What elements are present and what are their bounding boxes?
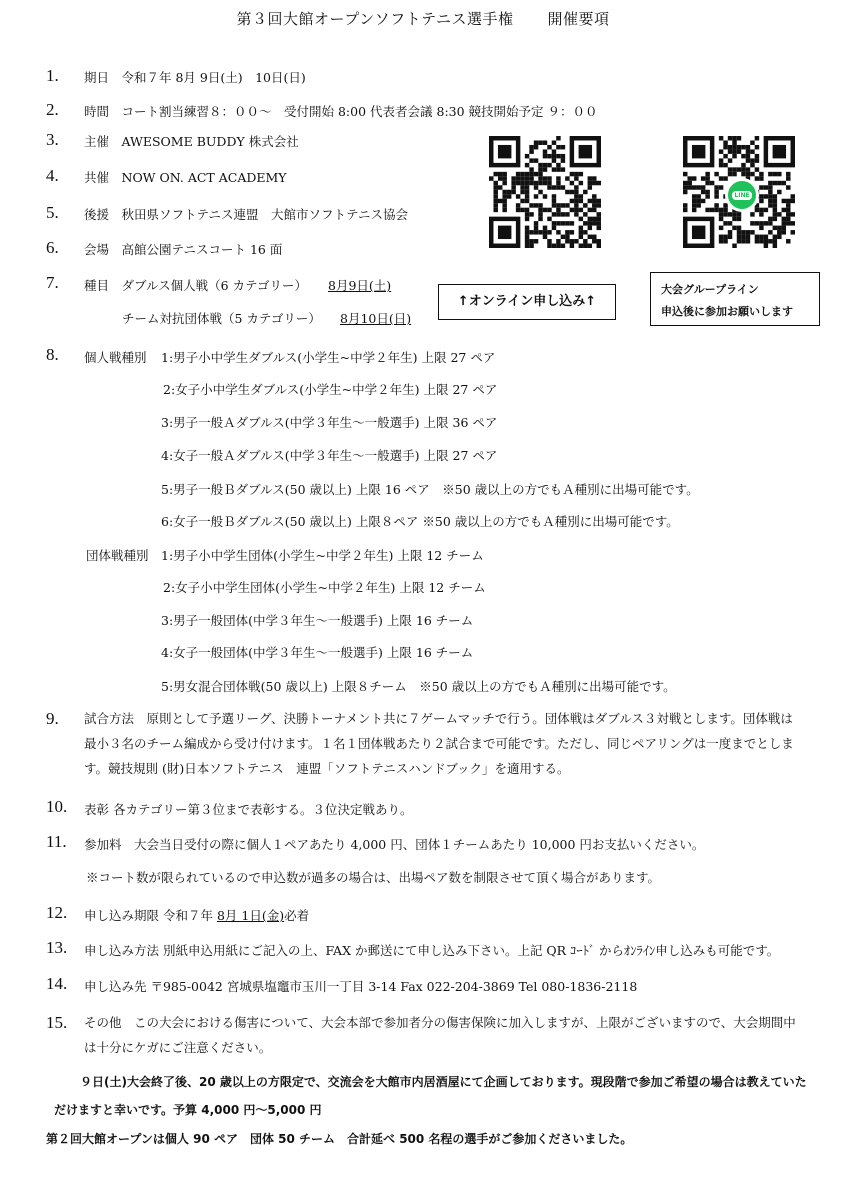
item-events-date: 8月9日(土) [328,278,392,293]
application-method-text: 申し込み方法 別紙申込用紙にご記入の上、FAX か郵送にて申し込み下さい。上記 QR ｺｰﾄﾞ からｵﾝﾗｲﾝ申し込みも可能です。 [84,943,780,958]
item-number: 13. [46,938,68,957]
team-category: 1:男子小中学生団体(小学生~中学２年生) 上限 12 チーム [161,548,484,563]
item-number: 12. [46,903,68,922]
online-entry-label: ↑オンライン申し込み↑ [438,284,616,320]
item-number: 15. [46,1013,68,1032]
item-date-text: 期日 令和７年 8月 9日(土) 10日(日) [84,70,306,85]
item-events-text: 種目 ダブルス個人戦（6 カテゴリー） [84,278,308,293]
item-number: 11. [46,832,67,851]
item-number: 10. [46,797,68,816]
previous-tournament-notice: 第２回大館オープンは個人 90 ペア 団体 50 チーム 合計延べ 500 名程の選手がご参加くださいました。 [46,1132,633,1146]
individual-category: 2:女子小中学生ダブルス(小学生~中学２年生) 上限 27 ペア [163,382,498,397]
item-number: 1. [46,66,59,85]
item-time-text: 時間 コート割当練習８：００〜 受付開始 8:00 代表者会議 8:30 競技開始予定 ９：００ [84,104,598,119]
line-group-label: 大会グループライン 申込後に参加お願いします [650,272,820,326]
item-number: 3. [46,130,59,149]
entry-fee-text: 参加料 大会当日受付の際に個人１ペアあたり 4,000 円、団体１チームあたり 10,000 円お支払いください。 [84,837,705,852]
online-entry-qr-icon[interactable] [489,136,601,248]
team-category: 4:女子一般団体(中学３年生〜一般選手) 上限 16 チーム [161,645,474,660]
awards-text: 表彰 各カテゴリー第３位まで表彰する。３位決定戦あり。 [84,802,413,817]
individual-category: 3:男子一般Ａダブルス(中学３年生〜一般選手) 上限 36 ペア [161,415,498,430]
line-group-qr-icon[interactable] [683,136,795,248]
item-number: 7. [46,273,59,292]
item-number: 9. [46,709,59,728]
individual-category: 6:女子一般Ｂダブルス(50 歳以上) 上限８ペア ※50 歳以上の方でもＡ種別に出場可能です。 [161,514,679,529]
item-organizer-text: 主催 AWESOME BUDDY 株式会社 [84,134,299,149]
individual-category: 1:男子小中学生ダブルス(小学生~中学２年生) 上限 27 ペア [161,350,496,365]
item-number: 8. [46,345,59,364]
individual-category: 5:男子一般Ｂダブルス(50 歳以上) 上限 16 ペア ※50 歳以上の方でもＡ種別に出場可能です。 [161,482,699,497]
title-sub: 開催要項 [547,10,610,28]
document-title [0,8,846,29]
other-notes-text: その他 この大会における傷害について、大会本部で参加者分の傷害保険に加入しますが、上限がございますので、大会期間中は十分にケガにご注意ください。 [84,1015,796,1055]
item-number: 2. [46,100,59,119]
entry-fee-note: ※コート数が限られているので申込数が過多の場合は、出場ペア数を制限させて頂く場合があります。 [86,870,661,885]
team-category: 2:女子小中学生団体(小学生~中学２年生) 上限 12 チーム [163,580,486,595]
item-venue-text: 会場 高館公園テニスコート 16 面 [84,242,283,257]
team-category: 3:男子一般団体(中学３年生〜一般選手) 上限 16 チーム [161,613,474,628]
team-category-label: 団体戦種別 [86,548,149,563]
team-category: 5:男女混合団体戦(50 歳以上) 上限８チーム ※50 歳以上の方でもＡ種別に出場可能です。 [161,679,676,694]
item-number: 5. [46,203,59,222]
deadline-date: 8月 1日(金) [216,908,285,923]
individual-category-label: 個人戦種別 [84,350,147,365]
item-number: 6. [46,238,59,257]
item-support-text: 後援 秋田県ソフトテニス連盟 大館市ソフトテニス協会 [84,207,409,222]
social-event-notice: ９日(土)大会終了後、20 歳以上の方限定で、交流会を大館市内居酒屋にて企画しております。現段階で参加ご希望の場合は教えていただけますと幸いです。予算 4,000 円〜5,000 円 [54,1075,807,1117]
deadline-text: 申し込み期限 令和７年 8月 1日(金)必着 [84,908,310,923]
item-cohost-text: 共催 NOW ON. ACT ACADEMY [84,170,287,185]
title-main: 第３回大館オープンソフトテニス選手権 [236,10,514,28]
application-address-text: 申し込み先 〒985-0042 宮城県塩竈市玉川一丁目 3-14 Fax 022-204-3869 Tel 080-1836-2118 [84,979,638,994]
individual-category: 4:女子一般Ａダブルス(中学３年生〜一般選手) 上限 27 ペア [161,448,498,463]
match-format-text: 試合方法 原則として予選リーグ、決勝トーナメント共に７ゲームマッチで行う。団体戦はダブルス３対戦とします。団体戦は最小３名のチーム編成から受け付けます。１名１団体戦あたり２試合まで可能です。ただし、同じペアリングは一度までとします。競技規則 (財)日本ソフトテニス 連盟「ソフトテニスハンドブック」を適用する。 [84,711,794,776]
item-team-events-text: チーム対抗団体戦（5 カテゴリー） [122,311,321,326]
line-logo-icon: LINE [725,178,759,212]
item-number: 14. [46,974,68,993]
item-number: 4. [46,166,59,185]
item-team-events-date: 8月10日(日) [340,311,412,326]
